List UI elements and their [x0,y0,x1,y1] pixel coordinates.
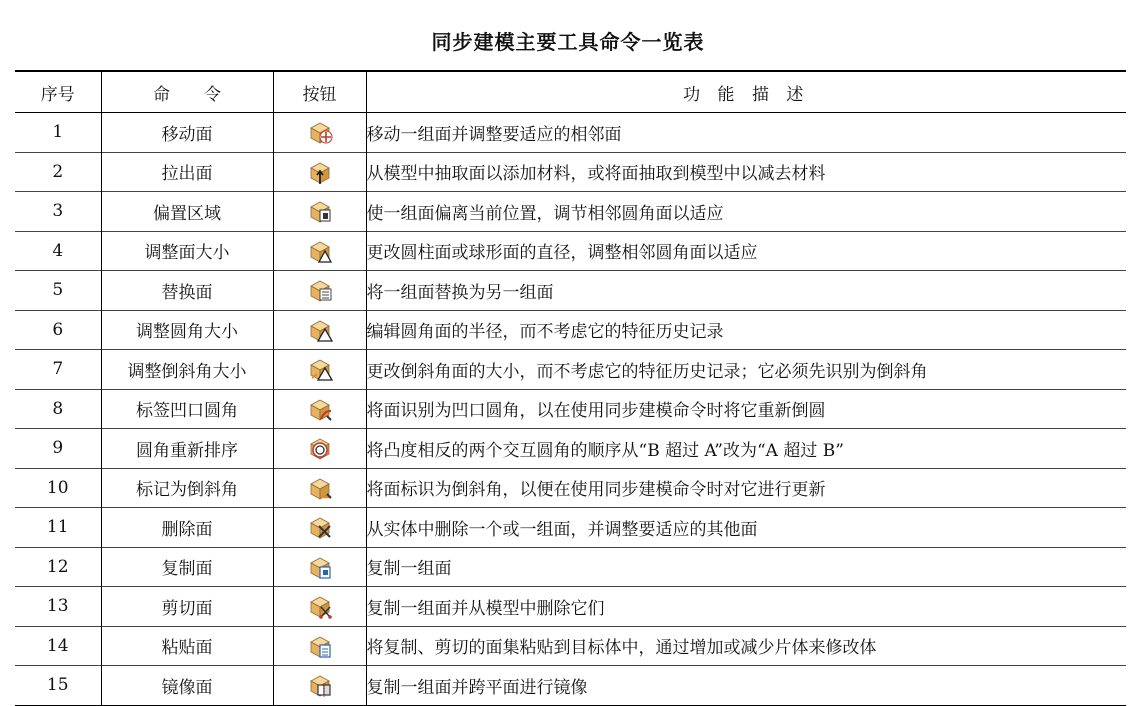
command-name: 标记为倒斜角 [101,468,273,508]
button-cell [273,468,366,508]
row-number: 7 [52,359,64,380]
button-cell [273,389,366,429]
button-cell [273,231,366,271]
resize-face-icon [307,238,333,264]
label-chamfer-icon [307,475,333,501]
row-number: 9 [52,438,64,459]
row-number: 3 [52,201,64,222]
command-name: 镜像面 [101,666,273,706]
header-no: 序号 [15,71,101,113]
row-number: 15 [46,675,69,696]
button-cell [273,587,366,627]
reorder-blends-icon [307,435,333,461]
table-row [15,350,1126,390]
command-name: 调整圆角大小 [101,310,273,350]
button-cell [273,547,366,587]
command-name: 移动面 [101,113,273,153]
command-description: 使一组面偏离当前位置，调节相邻圆角面以适应 [366,192,1126,232]
command-name: 圆角重新排序 [101,429,273,469]
command-description: 从模型中抽取面以添加材料，或将面抽取到模型中以减去材料 [366,152,1126,192]
row-number: 5 [52,280,64,301]
resize-chamfer-icon [307,356,333,382]
command-name: 标签凹口圆角 [101,389,273,429]
offset-region-icon [307,198,333,224]
command-name: 调整面大小 [101,231,273,271]
move-face-icon [307,119,333,145]
table-row [15,468,1126,508]
button-cell [273,192,366,232]
command-description: 复制一组面并从模型中删除它们 [366,587,1126,627]
table-row [15,626,1126,666]
row-number: 13 [46,596,69,617]
button-cell [273,310,366,350]
table-row [15,508,1126,548]
button-cell [273,113,366,153]
table-row [15,587,1126,627]
command-description: 更改圆柱面或球形面的直径，调整相邻圆角面以适应 [366,231,1126,271]
command-description: 更改倒斜角面的大小，而不考虑它的特征历史记录；它必须先识别为倒斜角 [366,350,1126,390]
cut-face-icon [307,593,333,619]
button-cell [273,626,366,666]
mirror-face-icon [307,672,333,698]
button-cell [273,271,366,311]
table-row [15,547,1126,587]
command-name: 粘贴面 [101,626,273,666]
command-name: 替换面 [101,271,273,311]
row-number: 8 [52,398,64,419]
copy-face-icon [307,554,333,580]
command-description: 将面标识为倒斜角，以便在使用同步建模命令时对它进行更新 [366,468,1126,508]
table-row [15,429,1126,469]
button-cell [273,508,366,548]
header-command: 命 令 [101,71,273,113]
button-cell [273,152,366,192]
header-description: 功 能 描 述 [366,71,1126,113]
table-row [15,192,1126,232]
row-number: 1 [52,122,64,143]
table-row [15,310,1126,350]
table-row [15,389,1126,429]
row-number: 11 [46,517,69,538]
table-body [15,113,1126,706]
row-number: 14 [46,635,69,656]
table-row [15,271,1126,311]
button-cell [273,666,366,706]
command-description: 复制一组面并跨平面进行镜像 [366,666,1126,706]
header-button: 按钮 [273,71,366,113]
row-number: 6 [52,319,64,340]
table-row [15,666,1126,706]
table-row [15,113,1126,153]
button-cell [273,429,366,469]
button-cell [273,350,366,390]
command-description: 将面识别为凹口圆角，以在使用同步建模命令时将它重新倒圆 [366,389,1126,429]
pull-face-icon [307,159,333,185]
row-number: 2 [52,161,64,182]
command-description: 复制一组面 [366,547,1126,587]
paste-face-icon [307,633,333,659]
table-row [15,152,1126,192]
table-header-row [15,71,1126,113]
command-description: 将凸度相反的两个交互圆角的顺序从“B 超过 A”改为“A 超过 B” [366,429,1126,469]
label-notch-blend-icon [307,396,333,422]
replace-face-icon [307,277,333,303]
delete-face-icon [307,514,333,540]
table-title: 同步建模主要工具命令一览表 [431,30,705,54]
command-description: 从实体中删除一个或一组面，并调整要适应的其他面 [366,508,1126,548]
command-name: 剪切面 [101,587,273,627]
command-description: 将复制、剪切的面集粘贴到目标体中，通过增加或减少片体来修改体 [366,626,1126,666]
command-description: 将一组面替换为另一组面 [366,271,1126,311]
command-name: 复制面 [101,547,273,587]
command-description: 移动一组面并调整要适应的相邻面 [366,113,1126,153]
row-number: 12 [46,556,69,577]
resize-blend-icon [307,317,333,343]
row-number: 4 [52,240,64,261]
command-table [15,70,1126,706]
command-name: 偏置区域 [101,192,273,232]
command-description: 编辑圆角面的半径，而不考虑它的特征历史记录 [366,310,1126,350]
command-name: 拉出面 [101,152,273,192]
table-row [15,231,1126,271]
command-name: 调整倒斜角大小 [101,350,273,390]
row-number: 10 [46,477,69,498]
command-name: 删除面 [101,508,273,548]
